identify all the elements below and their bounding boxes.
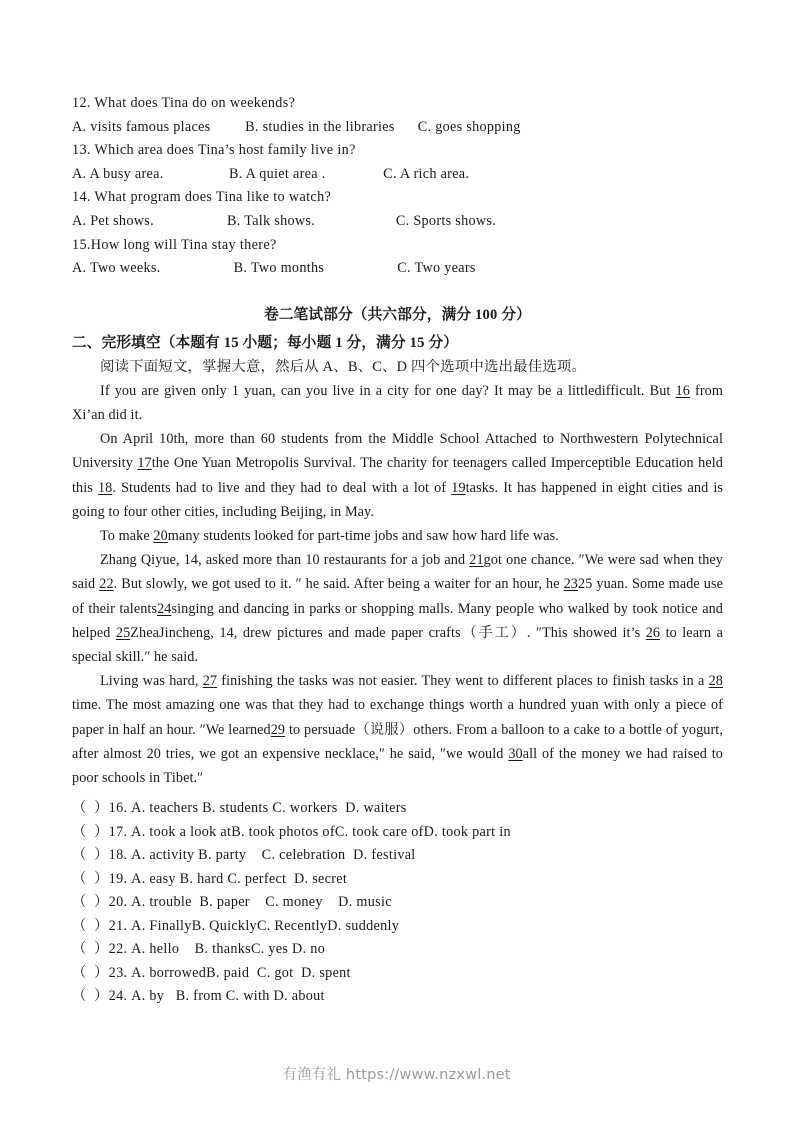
passage-text: many students looked for part-time jobs and saw how hard life was. [167,527,559,544]
answer-option-line-23[interactable]: （ ）23. A. borrowedB. paid C. got D. spent [72,964,351,981]
cloze-blank-30: 30 [508,745,523,762]
answer-option-line-24[interactable]: （ ）24. A. by B. from C. with D. about [72,988,325,1005]
cloze-blank-27: 27 [202,673,218,690]
answer-option-line-18[interactable]: （ ）18. A. activity B. party C. celebration D. festival [72,847,416,864]
passage-text: from Xi’an did it. [72,382,723,423]
question-options-15: A. Two weeks. B. Two months C. Two years [72,260,476,277]
question-options-14: A. Pet shows. B. Talk shows. C. Sports shows. [72,212,497,229]
passage-paragraph-4 [72,548,723,669]
site-watermark: 有渔有礼 https://www.nzxwl.net [282,1067,511,1083]
question-prompt-14: 14. What program does Tina like to watch? [72,189,332,206]
passage-text: singing and dancing in parks or shopping malls. Many people who walked by took notice and helped [72,600,723,641]
passage-text: the One Yuan Metropolis Survival. The charity for teenagers called Imperceptible Education held this [72,455,723,496]
passage-paragraph-1 [72,379,723,427]
question-prompt-15: 15.How long will Tina stay there? [72,236,277,253]
cloze-blank-23: 23 [563,576,578,593]
question-prompt-12: 12. What does Tina do on weekends? [72,95,296,111]
passage-text: 25 yuan. Some made use of their talents [72,576,723,617]
passage-text: . Students had to live and they had to deal with a lot of [112,479,452,496]
passage-text: all of the money we had raised to poor schools in Tibet.″ [72,745,723,786]
passage-text: to persuade（说服）others. From a balloon to a cake to a bottle of yogurt, after almost 20 tries, we got an expensive necklace,″ he said, ″we would [72,721,723,762]
answer-option-line-21[interactable]: （ ）21. A. FinallyB. QuicklyC. RecentlyD. suddenly [72,917,400,934]
question-options-13: A. A busy area. B. A quiet area . C. A rich area. [72,165,470,182]
passage-text: time. The most amazing one was that they had to exchange things worth a hundred yuan with only a piece of paper in half an hour. ″We learned [72,697,723,738]
answer-option-line-20[interactable]: （ ）20. A. trouble B. paper C. money D. music [72,894,392,911]
cloze-blank-22: 22 [99,576,114,593]
passage-paragraph-3 [72,524,723,548]
passage-text: On April 10th, more than 60 students from the Middle School Attached to Northwestern Polytechnical University [72,431,723,472]
passage-text: got one chance. ″We were sad when they said [72,552,723,593]
passage-paragraph-5 [72,669,723,790]
passage-text: finishing the tasks was not easier. They went to different places to finish tasks in a [217,673,709,690]
answer-option-line-16[interactable]: （ ）16. A. teachers B. students C. workers D. waiters [72,800,407,817]
passage-text: Living was hard, [100,673,203,690]
answer-option-line-19[interactable]: （ ）19. A. easy B. hard C. perfect D. secret [72,870,348,887]
written-part-banner: 卷二笔试部分（共六部分，满分 100 分） [264,306,531,323]
cloze-blank-18: 18 [97,479,113,496]
cloze-blank-25: 25 [115,624,131,641]
passage-text: ZheaJincheng, 14, drew pictures and made paper crafts（手工）. ″This showed it’s [130,624,646,641]
question-prompt-13: 13. Which area does Tina’s host family live in? [72,142,356,159]
cloze-blank-19: 19 [451,479,466,496]
cloze-blank-21: 21 [469,552,484,569]
cloze-answer-options-list [72,797,723,1009]
passage-paragraph-2 [72,427,723,524]
passage-text: . But slowly, we got used to it. ″ he said. After being a waiter for an hour, he [113,576,564,593]
passage-text: to learn a special skill.″ he said. [72,624,723,665]
cloze-blank-24: 24 [157,600,172,617]
passage-text: To make [100,527,154,544]
answer-option-line-22[interactable]: （ ）22. A. hello B. thanksC. yes D. no [72,941,326,958]
cloze-blank-17: 17 [137,455,152,472]
page-content [72,92,723,1009]
listening-question-block [72,92,723,281]
passage-text: tasks. It has happened in eight cities and is going to four other cities, including Beijing, in May. [72,479,724,520]
section-instruction: 阅读下面短文，掌握大意，然后从 A、B、C、D 四个选项中选出最佳选项。 [100,358,587,375]
cloze-blank-16: 16 [675,382,690,399]
cloze-blank-26: 26 [645,624,661,641]
cloze-blank-20: 20 [153,527,168,544]
cloze-blank-28: 28 [708,673,723,690]
answer-option-line-17[interactable]: （ ）17. A. took a look atB. took photos ofC. took care ofD. took part in [72,823,511,840]
passage-text: If you are given only 1 yuan, can you live in a city for one day? It may be a littledifficult. But [100,382,676,399]
question-options-12: A. visits famous places B. studies in the libraries C. goes shopping [72,118,521,135]
passage-text: Zhang Qiyue, 14, asked more than 10 restaurants for a job and [100,552,470,569]
section-heading-cloze: 二、完形填空（本题有 15 小题；每小题 1 分，满分 15 分） [72,334,459,351]
cloze-blank-29: 29 [270,721,286,738]
